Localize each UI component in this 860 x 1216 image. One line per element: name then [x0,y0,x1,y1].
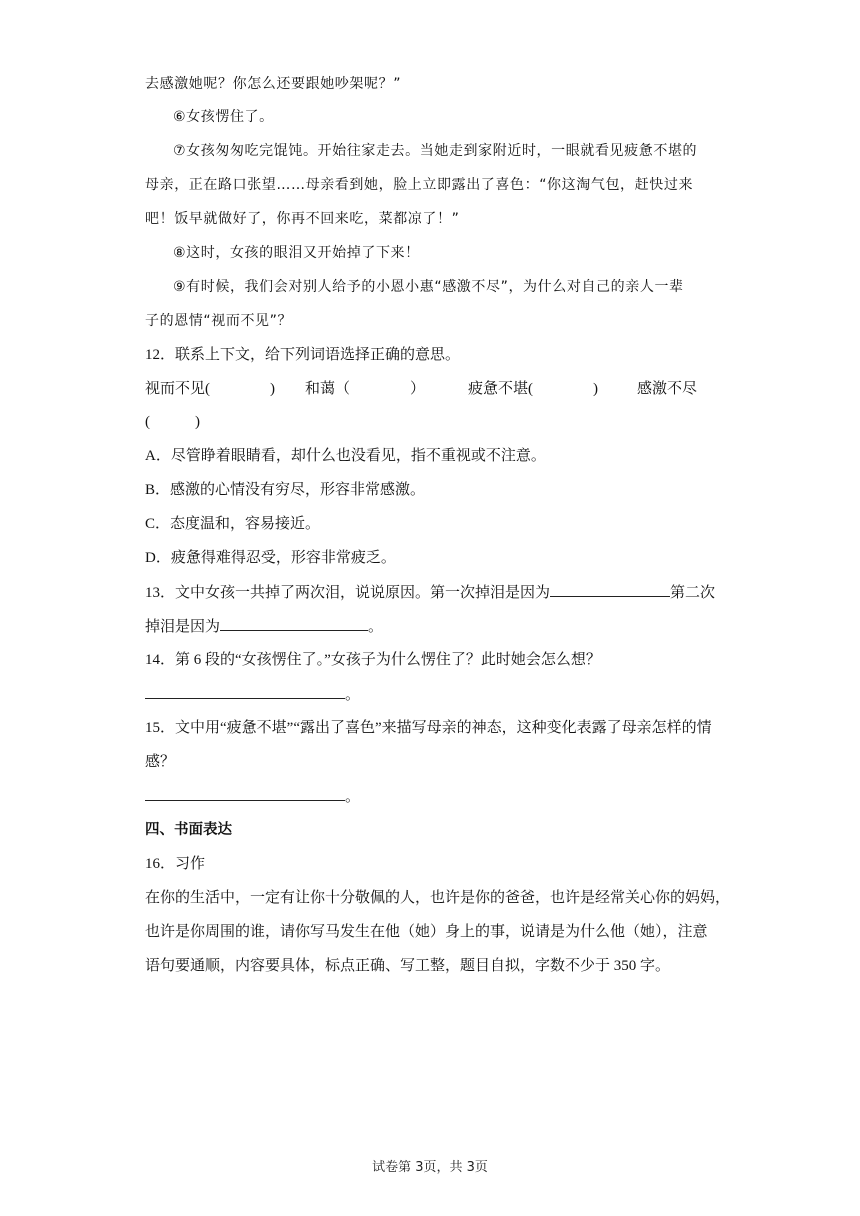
q13-second-label: 第二次 [670,585,716,601]
q13-answer-blank-2[interactable] [220,614,368,631]
story-p9-line1: ⑨有时候，我们会对别人给予的小恩小惠“感激不尽”，为什么对自己的亲人一辈 [173,279,684,295]
story-p7-line2: 母亲，正在路口张望……母亲看到她，脸上立即露出了喜色：“你这淘气包，赶快过来 [145,177,694,193]
q13-stem: 13．文中女孩一共掉了两次泪，说说原因。第一次掉泪是因为 [145,585,551,601]
story-p5-tail: 去感激她呢？你怎么还要跟她吵架呢？” [145,76,402,92]
q12-stem: 12．联系上下文，给下列词语选择正确的意思。 [145,347,461,363]
q13-answer-blank-1[interactable] [550,580,670,597]
q15-end: 。 [345,789,361,805]
q16-label: 16．习作 [145,856,206,872]
q12-last-answer-paren[interactable]: ( ) [145,414,200,430]
q14-end: 。 [345,687,361,703]
story-p7-line3: 吧！饭早就做好了，你再不回来吃，菜都凉了！” [145,211,460,227]
q12-word-1[interactable]: 视而不见( ) [145,381,275,397]
q15-stem-line2: 感？ [145,754,176,770]
story-p6: ⑥女孩愣住了。 [173,109,274,125]
q13-line1 [145,580,725,604]
q16-prompt-line2: 也许是你周围的谁，请你写马发生在他（她）身上的事，说请是为什么他（她），注意 [145,924,708,940]
section-4-title: 四、书面表达 [145,822,232,838]
q13-line2 [145,614,725,638]
q12-word-3[interactable]: 疲惫不堪( ) [468,381,598,397]
q12-word-row [145,377,725,401]
q14-answer-line [145,682,725,706]
page-footer: 试卷第 3页，共 3页 [372,1160,488,1175]
q13-second-reason-label: 掉泪是因为 [145,619,221,635]
q16-prompt-line1: 在你的生活中，一定有让你十分敬佩的人，也许是你的爸爸，也许是经常关心你的妈妈， [145,890,731,906]
story-p9-line2: 子的恩情“视而不见”？ [145,313,293,329]
q12-option-a: A．尽管睁着眼睛看，却什么也没看见，指不重视或不注意。 [145,448,546,464]
q15-stem-line1: 15．文中用“疲惫不堪”“露出了喜色”来描写母亲的神态，这种变化表露了母亲怎样的情 [145,720,712,736]
story-p7-line1: ⑦女孩匆匆吃完馄饨。开始往家走去。当她走到家附近时，一眼就看见疲惫不堪的 [173,143,698,159]
q12-word-2[interactable]: 和蔼（ ） [305,381,426,397]
q14-stem: 14．第 6 段的“女孩愣住了。”女孩子为什么愣住了？此时她会怎么想？ [145,652,601,668]
q16-prompt-line3: 语句要通顺，内容要具体，标点正确、写工整，题目自拟，字数不少于 350 字。 [145,958,671,974]
q12-word-4: 感激不尽 [637,381,698,397]
q13-end: 。 [368,619,384,635]
q12-option-d: D．疲惫得难得忍受，形容非常疲乏。 [145,550,396,566]
q12-option-b: B．感激的心情没有穷尽，形容非常感激。 [145,482,426,498]
q15-answer-blank[interactable] [145,784,345,801]
q12-option-c: C．态度温和，容易接近。 [145,516,321,532]
q14-answer-blank[interactable] [145,682,345,699]
story-p8: ⑧这时，女孩的眼泪又开始掉了下来！ [173,245,420,261]
q15-answer-line [145,784,725,808]
